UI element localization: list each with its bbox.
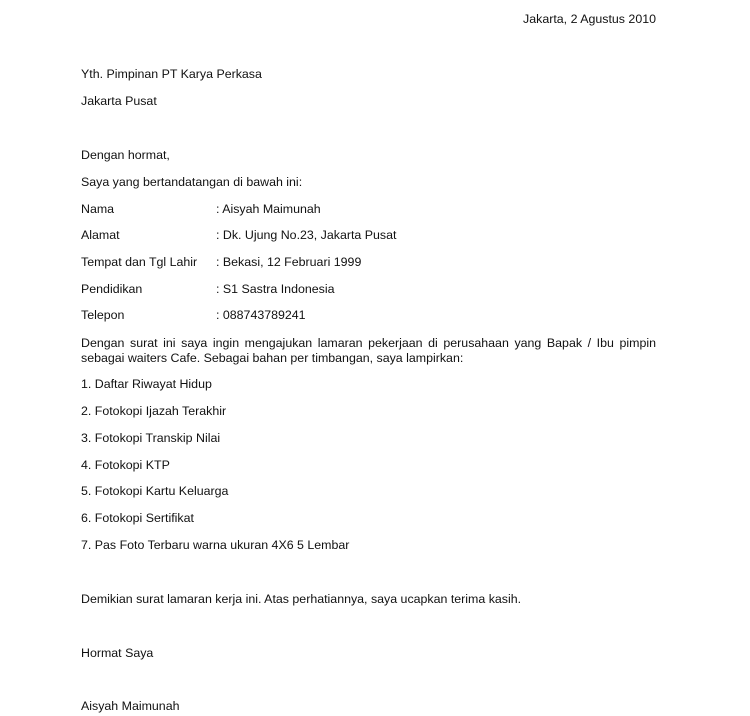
- attachment-item: 7. Pas Foto Terbaru warna ukuran 4X6 5 Lembar: [81, 538, 350, 552]
- recipient-line-2: Jakarta Pusat: [81, 94, 157, 108]
- identity-label-address: Alamat: [81, 228, 120, 242]
- recipient-line-1: Yth. Pimpinan PT Karya Perkasa: [81, 67, 262, 81]
- attachment-item: 2. Fotokopi Ijazah Terakhir: [81, 404, 227, 418]
- attachment-item: 3. Fotokopi Transkip Nilai: [81, 431, 221, 445]
- attachment-item: 5. Fotokopi Kartu Keluarga: [81, 484, 229, 498]
- attachment-item: 1. Daftar Riwayat Hidup: [81, 377, 212, 391]
- intro-line: Saya yang bertandatangan di bawah ini:: [81, 175, 303, 189]
- identity-value-education: : S1 Sastra Indonesia: [216, 282, 335, 296]
- identity-value-address: : Dk. Ujung No.23, Jakarta Pusat: [216, 228, 397, 242]
- identity-value-name: : Aisyah Maimunah: [216, 202, 321, 216]
- body-paragraph: Dengan surat ini saya ingin mengajukan lamaran pekerjaan di perusahaan yang Bapak / Ibu pimpin sebagai waiters Cafe. Sebagai bahan per timbangan, saya lampirkan:: [81, 336, 656, 365]
- identity-value-phone: : 088743789241: [216, 308, 306, 322]
- identity-label-phone: Telepon: [81, 308, 125, 322]
- attachment-item: 6. Fotokopi Sertifikat: [81, 511, 194, 525]
- signature-name: Aisyah Maimunah: [81, 699, 180, 713]
- closing-line: Demikian surat lamaran kerja ini. Atas perhatiannya, saya ucapkan terima kasih.: [81, 592, 522, 606]
- signoff: Hormat Saya: [81, 646, 154, 660]
- identity-label-birth: Tempat dan Tgl Lahir: [81, 255, 198, 269]
- identity-label-name: Nama: [81, 202, 115, 216]
- greeting: Dengan hormat,: [81, 148, 170, 162]
- attachment-item: 4. Fotokopi KTP: [81, 458, 170, 472]
- identity-value-birth: : Bekasi, 12 Februari 1999: [216, 255, 362, 269]
- letter-date: Jakarta, 2 Agustus 2010: [523, 12, 656, 26]
- identity-label-education: Pendidikan: [81, 282, 143, 296]
